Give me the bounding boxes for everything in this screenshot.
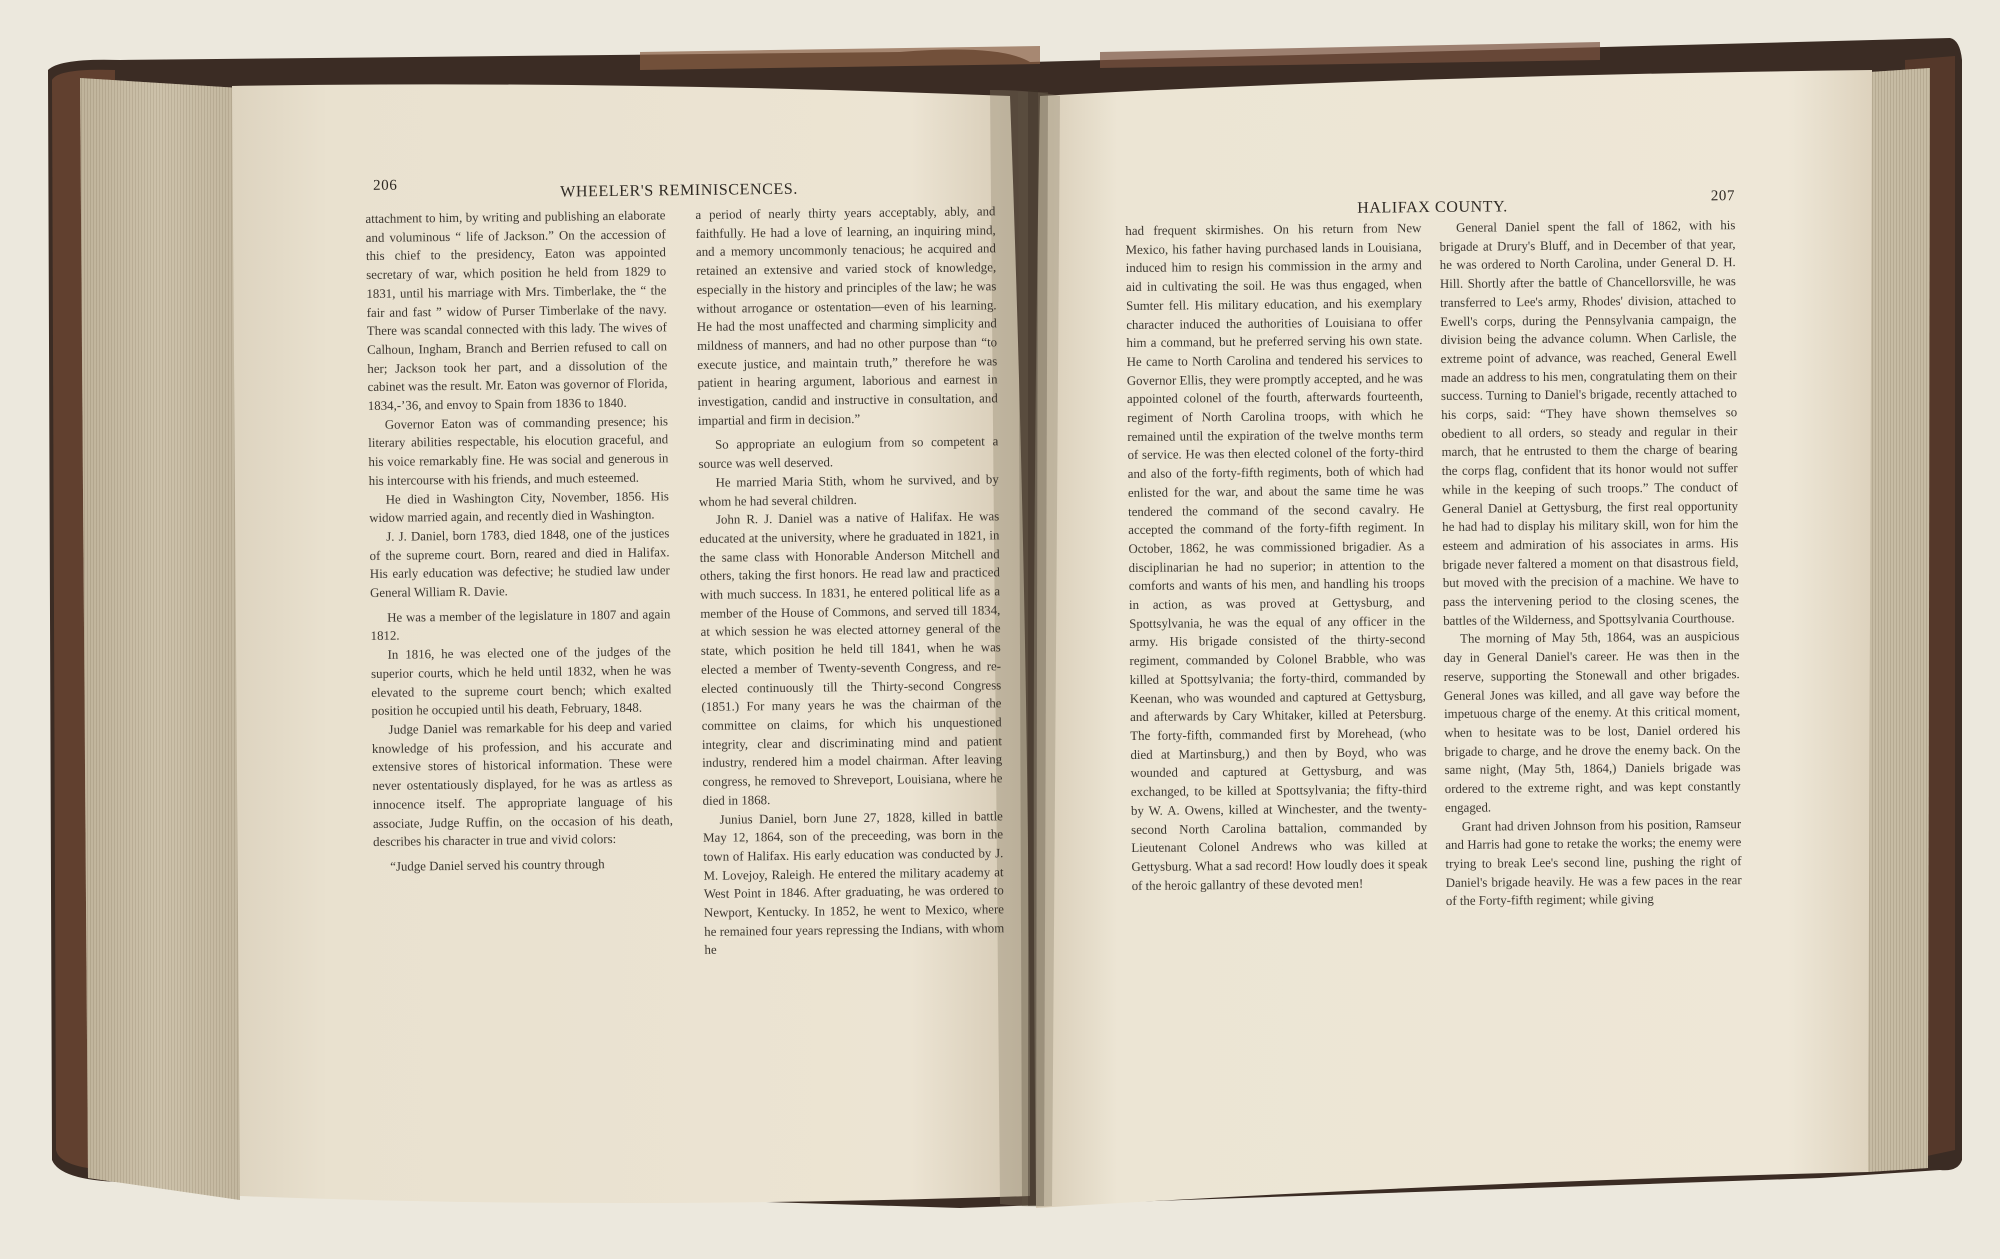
left-page-number: 206	[372, 177, 398, 194]
paragraph: Governor Eaton was of commanding presence; his literary abilities respectable, his elocution graceful, and his voice remarkably fine. He was social and generous in his intercourse with his friends, and much esteemed.	[368, 414, 669, 488]
paragraph: “Judge Daniel served his country through	[390, 857, 605, 874]
right-column-2	[1439, 216, 1742, 911]
right-page-number: 207	[1710, 188, 1736, 205]
paragraph: In 1816, he was elected one of the judges of the superior courts, which he held until 1832, when he was elevated to the supreme court bench; which exalted position he occupied until his death, February, 1848.	[370, 644, 672, 719]
right-running-head	[1125, 184, 1735, 220]
paragraph: attachment to him, by writing and publishing an elaborate and voluminous “ life of Jackson.” On the accession of this chief to the presidency, Eaton was appointed secretary of war, which position he held from 1829 to 1831, until his marriage with Mrs. Timberlake, the “ the fair and fast ” widow of Purser Timberlake of the navy. There was scandal connected with this lady. The wives of Calhoun, Ingham, Branch and Berrien refused to call on her; Jackson took her part, and a dissolution of the cabinet was the result. Mr. Eaton was governor of Florida, 1834,-’36, and envoy to Spain from 1836 to 1840.	[365, 208, 668, 414]
paragraph: So appropriate an eulogium from so competent a source was well deserved.	[698, 434, 999, 472]
right-page-text	[1125, 184, 1742, 914]
paragraph: The morning of May 5th, 1864, was an auspicious day in General Daniel's career. He was then in the reserve, supporting the Stonewall and other brigades. General Jones was killed, and all gave way before the impetuous charge of the enemy. At this critical moment, when to hesitate was to be lost, Daniel ordered his brigade to charge, and he drove the enemy back. On the same night, (May 5th, 1864,) Daniels brigade was ordered to the extreme right, and was kept constantly engaged.	[1443, 629, 1741, 815]
right-column-1	[1125, 219, 1428, 914]
paragraph: John R. J. Daniel was a native of Halifax. He was educated at the university, where he graduated in 1821, in the same class with Honorable Anderson Mitchell and others, taking the first honors. He read law and practiced with much success. In 1831, he entered political life as a member of the House of Commons, and served till 1834, at which session he was elected attorney general of the state, which position he held till 1841, when he was elected a member of Twenty-seventh Congress, and re-elected continuously till the Thirty-second Congress (1851.) For many years he was the chairman of the committee on claims, for which his unquestioned integrity, clear and discriminating mind and patient industry, rendered him a model chairman. After leaving congress, he removed to Shreveport, Louisiana, where he died in 1868.	[699, 509, 1003, 808]
left-page-text	[365, 170, 1005, 964]
left-running-head	[365, 170, 995, 208]
paragraph: He died in Washington City, November, 1856. His widow married again, and recently died in Washington.	[369, 488, 669, 526]
paragraph: Judge Daniel was remarkable for his deep and varied knowledge of his profession, and his accurate and extensive stores of historical information. These were never ostentatiously displayed, for he was as artless as innocence itself. The appropriate language of his associate, Judge Ruffin, on the occasion of his death, describes his character in true and vivid colors:	[371, 719, 673, 850]
right-running-title: HALIFAX COUNTY.	[1357, 198, 1508, 217]
paragraph: a period of nearly thirty years acceptably, ably, and faithfully. He had a love of learning, an inquiring mind, and a memory uncommonly tenacious; he acquired and retained an extensive and varied stock of knowledge, especially in the history and principles of the law; he was without arrogance or ostentation—even of his learning. He had the most unaffected and charming simplicity and mildness of manners, and had no other purpose than “to execute justice, and maintain truth,” therefore he was patient in hearing argument, laborious and earnest in investigation, candid and instructive in consultation, and impartial and firm in decision.”	[695, 204, 998, 428]
left-column-2	[695, 202, 1004, 960]
left-running-title: WHEELER'S REMINISCENCES.	[560, 180, 799, 201]
paragraph: Grant had driven Johnson from his position, Ramseur and Harris had gone to retake the works; the enemy were trying to break Lee's second line, pushing the right of Daniel's brigade heavily. He was a few paces in the rear of the Forty-fifth regiment; while giving	[1445, 816, 1742, 909]
paragraph: He was a member of the legislature in 1807 and again 1812.	[370, 607, 671, 644]
left-column-1	[365, 206, 674, 964]
paragraph: General Daniel spent the fall of 1862, with his brigade at Drury's Bluff, and in December of that year, he was ordered to North Carolina, under General D. H. Hill. Shortly after the battle of Chancellorsville, he was transferred to Lee's army, Rhodes' division, attached to Ewell's corps, during the Pennsylvania campaign, the division being the advance column. When Carlisle, the extreme point of advance, was reached, General Ewell made an address to his men, congratulating them on their success. Turning to Daniel's brigade, recently attached to his corps, said: “They have shown themselves so obedient to all orders, so steady and regular in their march, that he entrusted to them the charge of bearing the corps flag, confident that its honor would not suffer while in the keeping of such troops.” The conduct of General Daniel at Gettysburg, the first real opportunity he had had to display his military skill, won for him the esteem and admiration of his associates in arms. His brigade never faltered a moment on that disastrous field, but moved with the precision of a machine. We have to pass the intervening period to the closing scenes, the battles of the Wilderness, and Spottsylvania Courthouse.	[1439, 218, 1740, 628]
paragraph: Junius Daniel, born June 27, 1828, killed in battle May 12, 1864, son of the preceeding, was born in the town of Halifax. His early education was conducted by J. M. Lovejoy, Raleigh. He entered the military academy at West Point in 1846. After graduating, he was ordered to Newport, Kentucky. In 1852, he went to Mexico, where he remained four years repressing the Indians, with whom he	[703, 808, 1005, 958]
paragraph: He married Maria Stith, whom he survived, and by whom he had several children.	[698, 472, 999, 509]
paragraph: had frequent skirmishes. On his return from New Mexico, his father having purchased lands in Louisiana, induced him to resign his commission in the army and aid in cultivating the soil. He was thus engaged, when Sumter fell. His military education, and his exemplary character induced the authorities of Louisiana to offer him a command, but he preferred serving his own state. He came to North Carolina and tendered his services to Governor Ellis, they were promptly accepted, and he was appointed colonel of the fourth, afterwards fourteenth, regiment of North Carolina troops, with which he remained until the expiration of the twelve months term of service. He was then elected colonel of the forty-third and also of the forty-fifth regiments, both of which had enlisted for the war, and about the same time he was tendered the command of the second cavalry. He accepted the command of the forty-fifth regiment. In October, 1862, he was commissioned brigadier. As a disciplinarian he had no superior; in attention to the comforts and wants of his men, and handling his troops in action, as was proved at Gettysburg, and Spottsylvania, he was the equal of any officer in the army. His brigade consisted of the thirty-second regiment, commanded by Colonel Brabble, who was killed at Spottsylvania; the forty-third, commanded by Keenan, who was wounded and captured at Gettysburg, and afterwards by Cary Whitaker, killed at Petersburg. The forty-fifth, commanded first by Morehead, (who died at Martinsburg,) and then by Boyd, who was wounded and captured at Gettysburg, and was exchanged, to be killed at Spottsylvania; the fifty-third by W. A. Owens, killed at Winchester, and the twenty-second North Carolina battalion, commanded by Lieutenant Colonel Andrews who was killed at Gettysburg. What a sad record! How loudly does it speak of the heroic gallantry of these devoted men!	[1125, 221, 1428, 893]
paragraph: J. J. Daniel, born 1783, died 1848, one of the justices of the supreme court. Born, reared and died in Halifax. His early education was defective; he studied law under General William R. Davie.	[369, 526, 670, 601]
